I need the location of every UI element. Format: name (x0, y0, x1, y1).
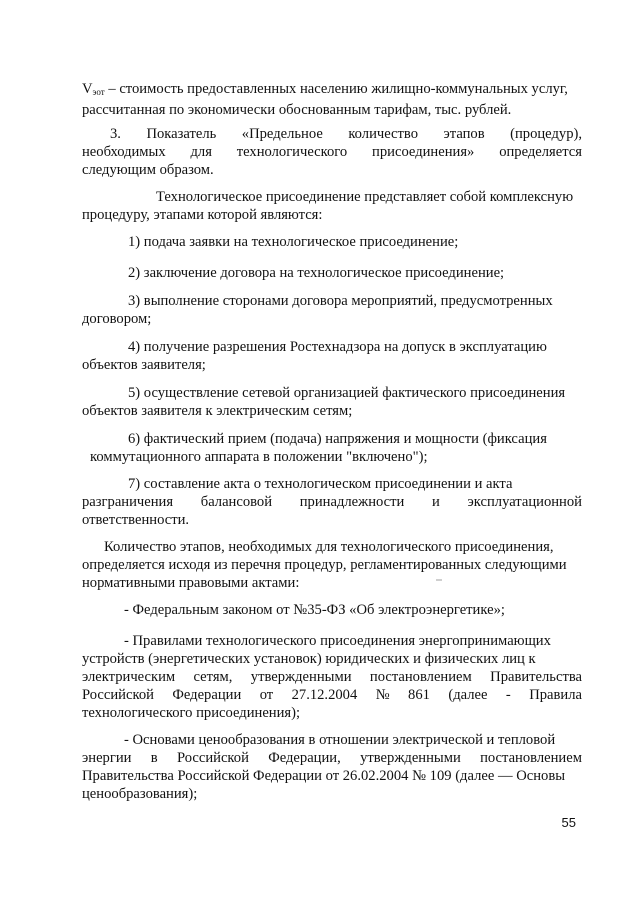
indicator-line-3: следующим образом. (82, 162, 214, 178)
variable-subscript: эот (92, 87, 105, 97)
list-item-6: 6) фактический прием (подача) напряжения и мощности (фиксация коммутационного аппарата в положении "включено"); (90, 431, 547, 465)
law-connection-rules: - Правилами технологического присоединения энергопринимающих устройств (энергетических установок) юридических и физических лиц к электрическим сетям, утвержденными постановлением Правительства Российской Федерации от 27.12.2004 № 861 (далее - Правила технологического присоединения); (82, 633, 582, 721)
indicator-line-1: 3. Показатель «Предельное количество этапов (процедур), (110, 126, 582, 142)
paragraph-stage-count: Количество этапов, необходимых для технологического присоединения, определяется исходя из перечня процедур, регламентированных следующими нормативными правовыми актами: (82, 539, 567, 591)
list-item-2: 2) заключение договора на технологическое присоединение; (128, 265, 505, 281)
scan-artifact (436, 579, 442, 581)
paragraph-definition (82, 80, 582, 119)
list-item-4: 4) получение разрешения Ростехнадзора на допуск в эксплуатацию объектов заявителя; (82, 339, 547, 373)
paragraph-indicator (82, 125, 582, 179)
list-item-1: 1) подача заявки на технологическое присоединение; (128, 234, 459, 250)
definition-text-line-1: – стоимость предоставленных населению жилищно-коммунальных услуг, (104, 81, 568, 97)
indicator-line-2: необходимых для технологического присоединения» определяется (82, 144, 582, 160)
list-item-3: 3) выполнение сторонами договора мероприятий, предусмотренных договором; (82, 293, 553, 327)
page-number: 55 (561, 815, 576, 830)
procedure-intro-line-1: Технологическое присоединение представляет собой комплексную (156, 189, 574, 205)
list-item-7: 7) составление акта о технологическом присоединении и акта разграничения балансовой принадлежности и эксплуатационной ответственности. (82, 476, 582, 528)
paragraph-procedure-intro (82, 188, 582, 224)
procedure-intro-line-2: процедуру, этапами которой являются: (82, 207, 323, 223)
variable-symbol: V (82, 81, 93, 97)
list-item-5: 5) осуществление сетевой организацией фактического присоединения объектов заявителя к электрическим сетям; (82, 385, 566, 419)
law-pricing-basics: - Основами ценообразования в отношении электрической и тепловой энергии в Российской Федерации, утвержденными постановлением Правительства Российской Федерации от 26.02.2004 № 109 (далее — Основы ценообразования); (82, 732, 582, 802)
law-federal: - Федеральным законом от №35-ФЗ «Об электроэнергетике»; (124, 602, 505, 618)
definition-text-line-2: рассчитанная по экономически обоснованным тарифам, тыс. рублей. (82, 102, 512, 118)
